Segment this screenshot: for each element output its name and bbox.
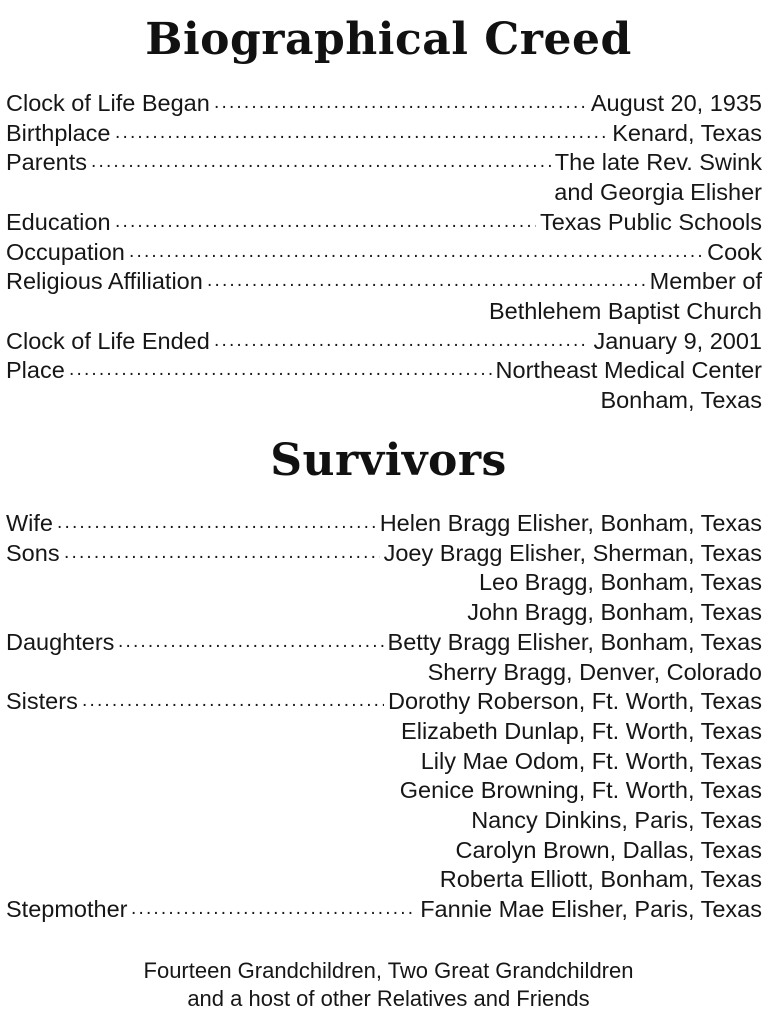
entry-label: Religious Affiliation xyxy=(6,268,203,295)
entry-row xyxy=(6,296,762,326)
entry-value: Joey Bragg Elisher, Sherman, Texas xyxy=(383,539,762,566)
entry-row xyxy=(6,864,762,894)
entry-value: Leo Bragg, Bonham, Texas xyxy=(478,569,762,596)
entry-value: August 20, 1935 xyxy=(590,90,762,116)
entry-row xyxy=(6,147,762,177)
entry-label: Occupation xyxy=(6,238,125,265)
entry-row xyxy=(6,237,762,267)
entry-label: Stepmother xyxy=(6,896,128,923)
entry-value: Roberta Elliott, Bonham, Texas xyxy=(439,866,762,893)
dot-leader xyxy=(207,266,646,296)
dot-leader xyxy=(214,88,587,118)
entry-row xyxy=(6,627,762,657)
dot-leader xyxy=(82,686,384,716)
dot-leader xyxy=(115,207,536,237)
dot-leader xyxy=(91,147,551,177)
entry-value: Betty Bragg Elisher, Bonham, Texas xyxy=(387,628,762,655)
dot-leader xyxy=(115,118,608,148)
entry-value: Kenard, Texas xyxy=(612,119,762,146)
entry-value: Sherry Bragg, Denver, Colorado xyxy=(427,658,762,685)
entry-row xyxy=(6,177,762,207)
entry-row xyxy=(6,326,762,356)
entry-value: Bonham, Texas xyxy=(600,387,762,413)
entry-label: Daughters xyxy=(6,628,115,655)
entry-row xyxy=(6,355,762,385)
entry-label: Parents xyxy=(6,149,87,176)
entry-label: Sisters xyxy=(6,688,78,715)
entry-row xyxy=(6,567,762,597)
entry-row xyxy=(6,385,762,415)
survivors-heading: Survivors xyxy=(270,435,507,486)
dot-leader xyxy=(64,538,380,568)
entry-row xyxy=(6,746,762,776)
entry-row xyxy=(6,88,762,118)
footer-line-2: and a host of other Relatives and Friends xyxy=(187,986,590,1011)
entry-label: Birthplace xyxy=(6,119,111,146)
entry-value: and Georgia Elisher xyxy=(554,179,762,206)
entry-value: The late Rev. Swink xyxy=(554,149,762,176)
entry-value: Genice Browning, Ft. Worth, Texas xyxy=(399,777,762,804)
entry-label: Place xyxy=(6,357,65,384)
entry-row xyxy=(6,538,762,568)
entry-row xyxy=(6,207,762,237)
dot-leader xyxy=(69,355,492,385)
entry-row xyxy=(6,118,762,148)
dot-leader xyxy=(118,627,384,657)
dot-leader xyxy=(57,508,376,538)
entry-row xyxy=(6,657,762,687)
entry-value: Elizabeth Dunlap, Ft. Worth, Texas xyxy=(401,717,762,744)
entry-row xyxy=(6,597,762,627)
entry-value: Helen Bragg Elisher, Bonham, Texas xyxy=(379,510,762,536)
entry-value: Nancy Dinkins, Paris, Texas xyxy=(471,807,762,833)
entry-value: Fannie Mae Elisher, Paris, Texas xyxy=(420,896,762,923)
entry-row xyxy=(6,805,762,835)
entry-row xyxy=(6,716,762,746)
dot-leader xyxy=(214,326,589,356)
entry-value: Bethlehem Baptist Church xyxy=(488,297,762,324)
entry-value: Carolyn Brown, Dallas, Texas xyxy=(455,836,762,863)
entry-value: Lily Mae Odom, Ft. Worth, Texas xyxy=(420,747,762,774)
dot-leader xyxy=(131,894,416,924)
entry-value: Northeast Medical Center xyxy=(495,357,762,384)
entry-row xyxy=(6,508,762,538)
entry-value: Texas Public Schools xyxy=(539,208,762,235)
entry-value: January 9, 2001 xyxy=(593,327,762,354)
entry-label: Clock of Life Began xyxy=(6,90,210,116)
entry-value: Cook xyxy=(707,238,762,265)
entry-label: Wife xyxy=(6,510,53,536)
entry-value: Dorothy Roberson, Ft. Worth, Texas xyxy=(388,688,762,715)
entry-value: John Bragg, Bonham, Texas xyxy=(467,599,762,626)
entry-row xyxy=(6,686,762,716)
entry-row xyxy=(6,894,762,924)
entry-label: Clock of Life Ended xyxy=(6,327,210,354)
dot-leader xyxy=(129,237,703,267)
entry-row xyxy=(6,266,762,296)
footer-line-1: Fourteen Grandchildren, Two Great Grandchildren xyxy=(143,958,634,983)
entry-row xyxy=(6,775,762,805)
entry-row xyxy=(6,835,762,865)
entry-label: Sons xyxy=(6,539,60,566)
biographical-creed-heading: Biographical Creed xyxy=(145,14,632,65)
entry-value: Member of xyxy=(649,268,762,295)
entry-label: Education xyxy=(6,208,111,235)
